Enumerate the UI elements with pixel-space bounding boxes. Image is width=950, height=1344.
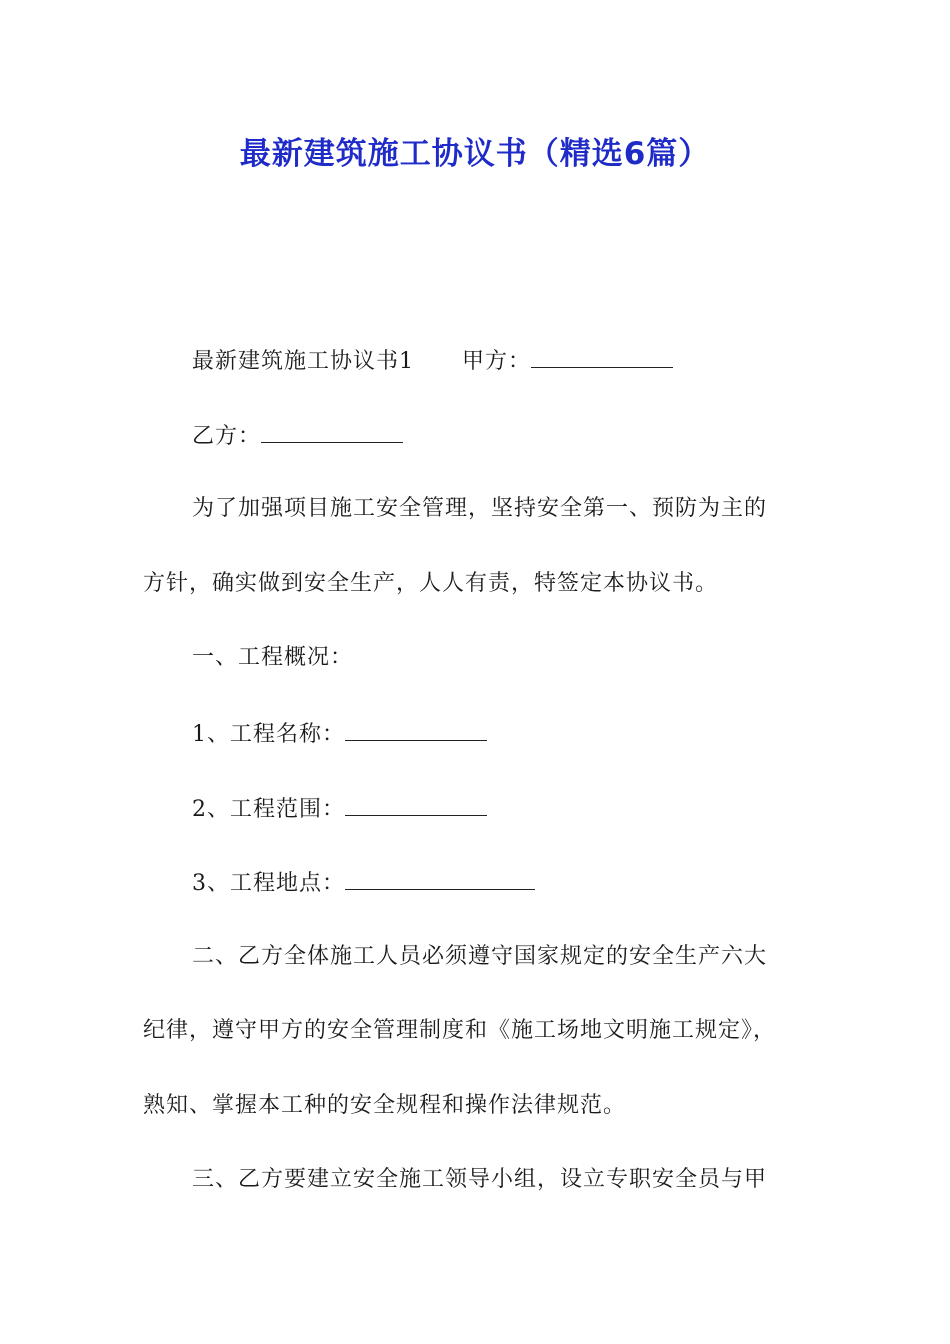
project-name-blank [345,718,487,741]
paragraph-1-line-1: 为了加强项目施工安全管理，坚持安全第一、预防为主的 [192,496,768,521]
paragraph-2-line-3: 熟知、掌握本工种的安全规程和操作法律规范。 [143,1093,627,1118]
paragraph-3-line-1: 三、乙方要建立安全施工领导小组，设立专职安全员与甲 [192,1167,768,1192]
project-location-blank [345,867,535,890]
item-project-name [192,718,487,750]
item-2-label: 2、工程范围： [192,797,345,822]
paragraph-2-line-2: 纪律，遵守甲方的安全管理制度和《施工场地文明施工规定》， [143,1018,777,1043]
agreement-heading: 最新建筑施工协议书1 [192,349,414,374]
party-b-blank [261,420,403,443]
paragraph-1-line-2: 方针，确实做到安全生产，人人有责，特签定本协议书。 [143,571,719,596]
item-project-location [192,867,535,899]
party-b-line [192,420,403,452]
party-a-blank [531,345,673,368]
header-line [192,345,673,377]
party-a-label: 甲方： [462,349,532,374]
project-scope-blank [345,793,487,816]
item-1-label: 1、工程名称： [192,722,345,747]
item-project-scope [192,793,487,825]
section-1-heading: 一、工程概况： [192,645,354,670]
item-3-label: 3、工程地点： [192,871,345,896]
document-title: 最新建筑施工协议书（精选6篇） [239,136,711,172]
party-b-label: 乙方： [192,424,262,449]
paragraph-2-line-1: 二、乙方全体施工人员必须遵守国家规定的安全生产六大 [192,944,768,969]
